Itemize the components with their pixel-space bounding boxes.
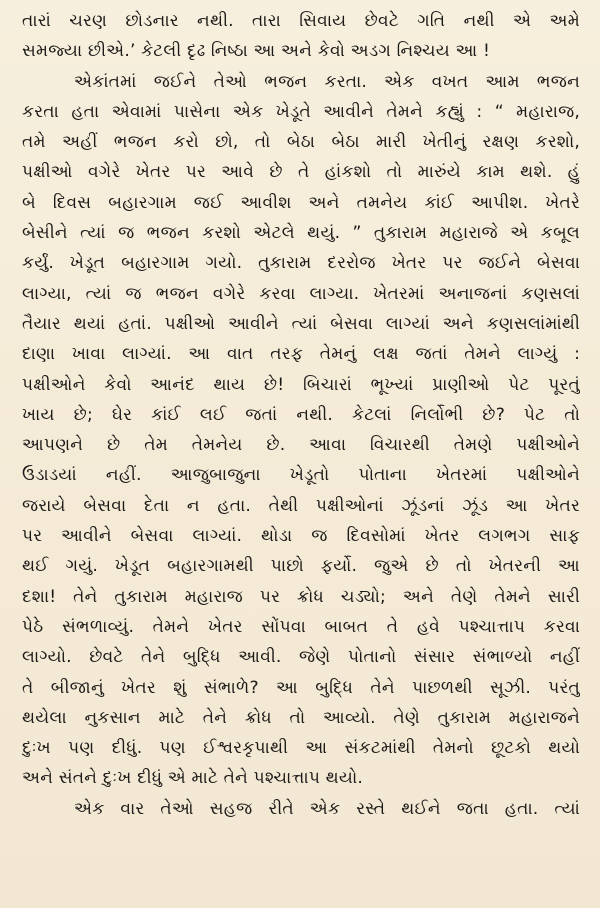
text-line: કર્યું. ખેડૂત બહારગામ ગયો. તુકારામ દરરોજ ખેતર પર જઈને બેસવા: [22, 253, 580, 274]
text-line: બે દિવસ બહારગામ જઈ આવીશ અને તમનેય કાંઈ આપીશ. ખેતરે: [22, 192, 580, 213]
text-line: જરાયે બેસવા દેતા ન હતા. તેથી પક્ષીઓનાં ઝૂંડનાં ઝૂંડ આ ખેતર: [22, 495, 580, 516]
text-line: ઉડાડયાં નહીં. આજુબાજુના ખેડૂતો પોતાના ખેતરમાં પક્ષીઓને: [22, 465, 580, 486]
text-line: ખાય છે; ઘેર કાંઈ લઈ જતાં નથી. કેટલાં નિર્લોભી છે? પેટ તો: [22, 404, 580, 425]
text-line: એક વાર તેઓ સહજ રીતે એક રસ્તે થઈને જતા હતા. ત્યાં: [74, 798, 580, 819]
text-line: લાગ્યા, ત્યાં જ ભજન વગેરે કરવા લાગ્યા. ખેતરમાં અનાજનાં કણસલાં: [22, 283, 580, 304]
text-line: પેઠે સંભળાવ્યું. તેમને ખેતર સોંપવા બાબત તે હવે પશ્ચાત્તાપ કરવા: [22, 616, 580, 637]
text-line: થયેલા નુકસાન માટે તેને ક્રોધ તો આવ્યો. તેણે તુકારામ મહારાજને: [22, 707, 580, 728]
text-line: કરતા હતા એવામાં પાસેના એક ખેડૂતે આવીને તેમને કહ્યું : “ મહારાજ,: [22, 101, 580, 122]
text-line: દુઃખ પણ દીધું. પણ ઈશ્વરકૃપાથી આ સંકટમાંથી તેમનો છૂટકો થયો: [22, 738, 580, 759]
text-line: અને સંતને દુઃખ દીધું એ માટે તેને પશ્ચાત્તાપ થયો.: [22, 768, 363, 789]
paragraph-continuation: [22, 6, 580, 67]
paragraph-next-story: [22, 794, 580, 824]
text-line: પર આવીને બેસવા લાગ્યાં. થોડા જ દિવસોમાં ખેતર લગભગ સાફ: [22, 526, 580, 547]
text-line: આપણને છે તેમ તેમનેય છે. આવા વિચારથી તેમણે પક્ષીઓને: [22, 435, 580, 456]
text-line: લાગ્યો. છેવટે તેને બુદ્ધિ આવી. જેણે પોતાનો સંસાર સંભાળ્યો નહીં: [22, 647, 580, 668]
text-line: થઈ ગયું. ખેડૂત બહારગામથી પાછો ફર્યો. જુએ છે તો ખેતરની આ: [22, 556, 580, 577]
paragraph-field-story: [22, 67, 580, 794]
text-line: તે બીજાનું ખેતર શું સંભાળે? આ બુદ્ધિ તેને પાછળથી સૂઝી. પરંતુ: [22, 677, 580, 698]
text-line: તૈયાર થયાં હતાં. પક્ષીઓ આવીને ત્યાં બેસવા લાગ્યાં અને કણસલાંમાંથી: [22, 313, 580, 334]
text-line: દશા! તેને તુકારામ મહારાજ પર ક્રોધ ચડ્યો; અને તેણે તેમને સારી: [22, 586, 580, 607]
text-line: સમજ્યા છીએ.’ કેટલી દૃઢ નિષ્ઠા આ અને કેવો અડગ નિશ્ચય આ !: [22, 41, 490, 62]
text-line: પક્ષીઓ વગેરે ખેતર પર આવે છે તે હાંકશો તો મારુંયે કામ થશે. હું: [22, 162, 580, 183]
text-line: પક્ષીઓને કેવો આનંદ થાય છે! બિચારાં ભૂખ્યાં પ્રાણીઓ પેટ પૂરતું: [22, 374, 580, 395]
text-line: બેસીને ત્યાં જ ભજન કરશો એટલે થયું. ” તુકારામ મહારાજે એ કબૂલ: [22, 223, 580, 244]
text-line: તારાં ચરણ છોડનાર નથી. તારા સિવાય છેવટે ગતિ નથી એ અમે: [22, 11, 580, 31]
text-line: તમે અહીં ભજન કરો છો, તો બેઠા બેઠા મારી ખેતીનું રક્ષણ કરશો,: [22, 132, 580, 153]
text-line: દાણા ખાવા લાગ્યાં. આ વાત તરફ તેમનું લક્ષ જતાં તેમને લાગ્યું :: [22, 344, 580, 365]
text-line: એકાંતમાં જઈને તેઓ ભજન કરતા. એક વખત આમ ભજન: [74, 71, 580, 92]
